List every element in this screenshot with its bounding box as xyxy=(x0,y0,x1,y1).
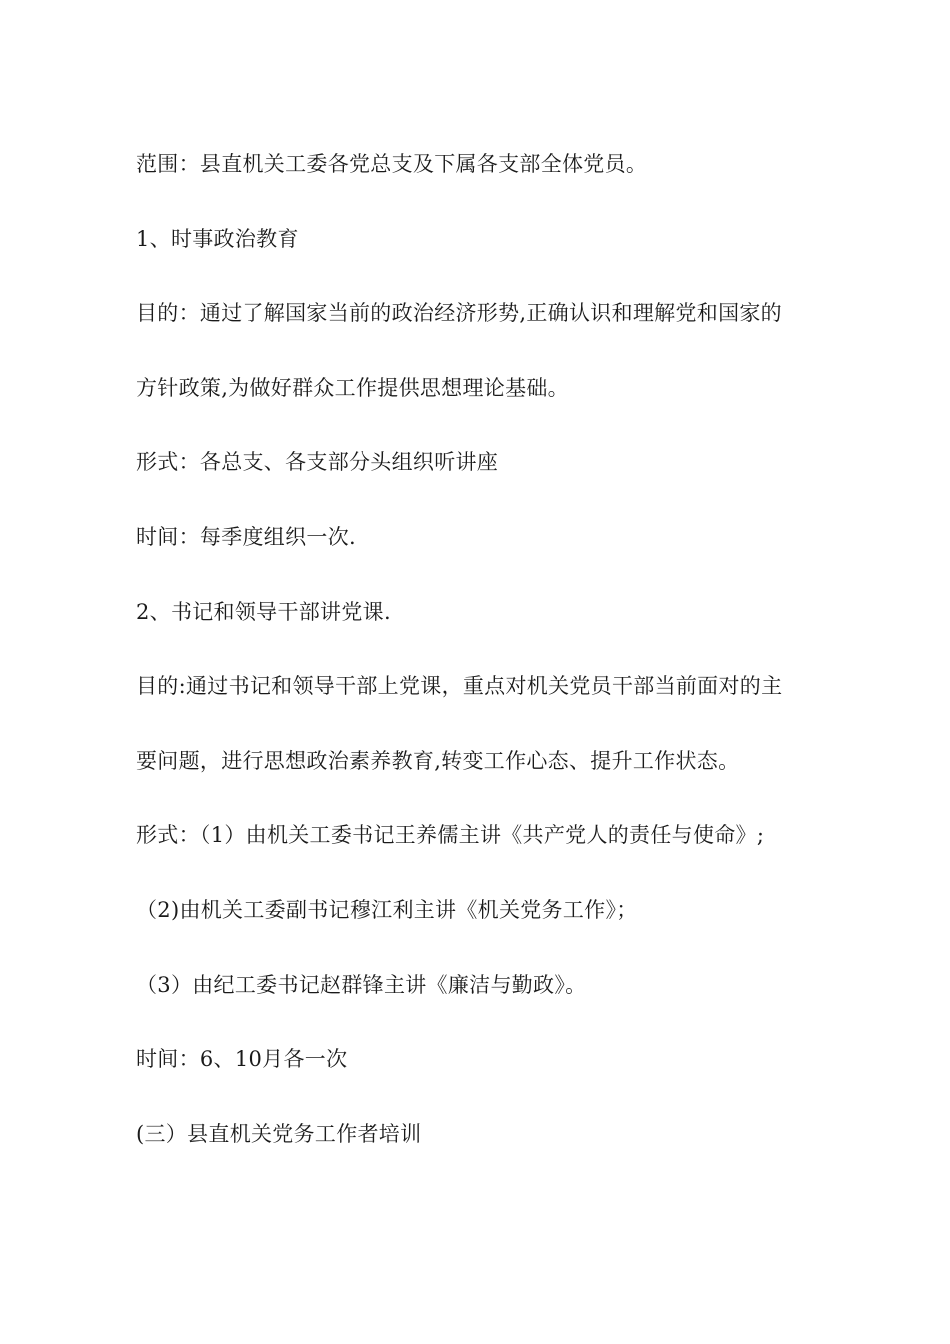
format-line-1: 形式：各总支、各支部分头组织听讲座 xyxy=(136,450,499,475)
section-heading-1: 1、时事政治教育 xyxy=(136,226,299,251)
format-item-3: （3）由纪工委书记赵群锋主讲《廉洁与勤政》。 xyxy=(136,972,587,997)
purpose-line-1: 目的：通过了解国家当前的政治经济形势,正确认识和理解党和国家的 xyxy=(136,301,782,326)
document-body xyxy=(136,142,836,1186)
purpose-line-1-cont: 方针政策,为做好群众工作提供思想理论基础。 xyxy=(136,375,569,400)
purpose-line-2: 目的:通过书记和领导干部上党课，重点对机关党员干部当前面对的主 xyxy=(136,674,783,699)
scope-line: 范围：县直机关工委各党总支及下属各支部全体党员。 xyxy=(136,152,648,176)
format-item-2: （2)由机关工委副书记穆江利主讲《机关党务工作》； xyxy=(136,897,638,922)
section-heading-2: 2、书记和领导干部讲党课. xyxy=(136,599,391,624)
time-line-1: 时间：每季度组织一次. xyxy=(136,524,356,549)
purpose-line-2-cont: 要问题，进行思想政治素养教育,转变工作心态、提升工作状态。 xyxy=(136,748,740,773)
section-heading-3: (三）县直机关党务工作者培训 xyxy=(136,1121,422,1146)
format-line-2: 形式：（1）由机关工委书记王养儒主讲《共产党人的责任与使命》; xyxy=(136,823,765,848)
time-line-2: 时间：6、10月各一次 xyxy=(136,1047,348,1072)
